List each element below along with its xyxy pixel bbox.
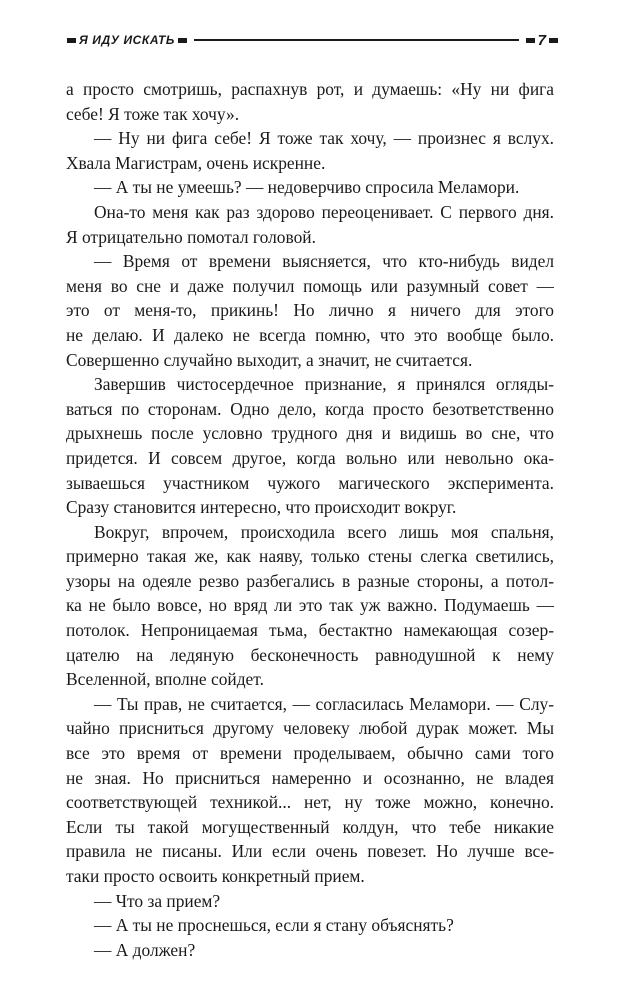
text-line: соответствующей техникой... нет, ну тоже можно, конечно. — [66, 792, 554, 813]
text-line: Сразу становится интересно, что происходит вокруг. — [66, 497, 457, 518]
text-line: — Что за прием? — [94, 890, 221, 911]
text-line: все это время от времени проделываем, обычно сами того — [66, 743, 554, 764]
text-line: это от меня-то, прикинь! Но лично я ничего для этого — [66, 300, 554, 321]
text-line: Хвала Магистрам, очень искренне. — [66, 152, 326, 173]
text-line: узоры на одеяле резво разбегались в разные стороны, а потол- — [66, 570, 554, 591]
ornament-icon — [178, 38, 187, 43]
text-line: — Ну ни фига себе! Я тоже так хочу, — произнес я вслух. — [94, 128, 554, 149]
body-text — [66, 77, 554, 962]
text-line: ваться по сторонам. Одно дело, когда просто безответственно — [66, 398, 554, 419]
ornament-icon — [67, 38, 76, 43]
text-line: — А ты не проснешься, если я стану объяснять? — [94, 915, 454, 936]
text-line: таки просто освоить конкретный прием. — [66, 866, 365, 886]
text-line: Завершив чистосердечное признание, я принялся огляды- — [94, 374, 554, 395]
text-line: не делаю. И далеко не всегда помню, что это вообще было. — [66, 324, 554, 345]
text-line: придется. И совсем другое, когда вольно или невольно ока- — [66, 447, 554, 468]
text-line: правила не писаны. Или если очень повезет. Но лучше все- — [66, 841, 554, 862]
ornament-icon — [549, 38, 558, 43]
text-line: ка не было вовсе, но вряд ли это так уж важно. Подумаешь — — [66, 595, 554, 616]
text-line: Вселенной, вполне сойдет. — [66, 669, 264, 690]
text-line: Совершенно случайно выходит, а значит, не считается. — [66, 349, 473, 370]
header-left-group — [60, 28, 194, 52]
text-line: себе! Я тоже так хочу». — [66, 103, 240, 124]
text-line: Вокруг, впрочем, происходила всего лишь моя спальня, — [94, 521, 554, 542]
text-line: не зная. Но присниться намеренно и осознанно, не владея — [66, 767, 554, 788]
text-line: примерно такая же, как наяву, только стены слегка светились, — [66, 546, 554, 567]
text-line: — Ты прав, не считается, — согласилась Меламори. — Слу- — [94, 693, 554, 714]
text-line: Я отрицательно помотал головой. — [66, 226, 316, 247]
ornament-icon — [526, 38, 535, 43]
text-line: потолок. Непроницаемая тьма, бестактно намекающая созер- — [66, 620, 554, 641]
text-line: — Время от времени выясняется, что кто-нибудь видел — [94, 251, 554, 272]
text-line: зываешься участником чужого магического эксперимента. — [66, 472, 554, 493]
text-line: цателю на ледяную бесконечность равнодушной к нему — [66, 644, 554, 665]
text-line: Если ты такой могущественный колдун, что тебе никакие — [66, 816, 554, 837]
header-right-group — [519, 28, 565, 52]
text-line: чайно присниться другому человеку любой дурак может. Мы — [66, 718, 554, 739]
text-line: — А ты не умеешь? — недоверчиво спросила Меламори. — [94, 177, 520, 198]
text-line: — А должен? — [94, 939, 196, 960]
text-line: а просто смотришь, распахнув рот, и думаешь: «Ну ни фига — [66, 79, 554, 99]
running-title: Я ИДУ ИСКАТЬ — [79, 33, 175, 47]
text-line: меня во сне и даже получил помощь или разумный совет — — [66, 275, 554, 296]
page-number: 7 — [537, 31, 546, 49]
text-line: дрыхнешь после условно трудного дня и видишь во сне, что — [66, 423, 554, 444]
running-header — [60, 28, 565, 52]
text-line: Она-то меня как раз здорово переоценивает. С первого дня. — [94, 201, 554, 222]
